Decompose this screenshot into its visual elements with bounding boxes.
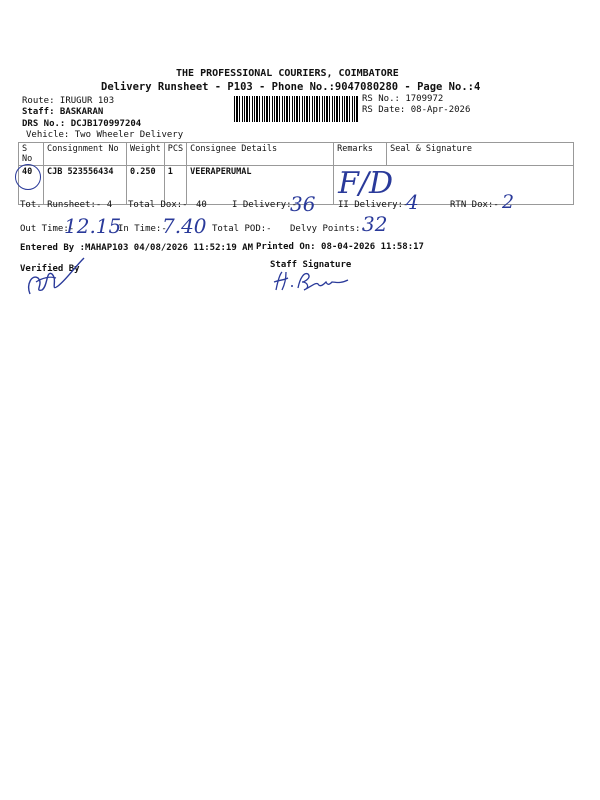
barcode <box>234 96 358 122</box>
in-time-label: In Time:- <box>118 224 167 234</box>
table-header-row <box>19 143 574 166</box>
route-label: Route: IRUGUR 103 <box>22 96 115 106</box>
header-consignment: Consignment No <box>44 143 127 166</box>
header-consignee: Consignee Details <box>187 143 334 166</box>
header-weight: Weight <box>127 143 165 166</box>
total-dox-label: Total Dox:- <box>128 200 188 210</box>
header-pcs: PCS <box>164 143 186 166</box>
verified-by-label: Verified By <box>20 264 80 274</box>
i-delivery-value: 36 <box>290 192 316 216</box>
ii-delivery-value: 4 <box>406 190 419 214</box>
rs-number: RS No.: 1709972 <box>362 94 444 104</box>
cell-seal <box>334 166 574 205</box>
cell-sno: 40 <box>19 166 44 205</box>
header-remarks: Remarks <box>334 143 387 166</box>
out-time-value: 12.15 <box>64 214 122 238</box>
rs-date: RS Date: 08-Apr-2026 <box>362 105 471 115</box>
delvy-points-value: 32 <box>362 212 388 236</box>
i-delivery-label: I Delivery:- <box>232 200 298 210</box>
total-pod-label: Total POD:- <box>212 224 272 234</box>
vehicle-label: Vehicle: Two Wheeler Delivery <box>26 130 184 140</box>
handwritten-fd: F/D <box>338 166 394 201</box>
delvy-points-label: Delvy Points:- <box>290 224 366 234</box>
ii-delivery-label: II Delivery:- <box>338 200 409 210</box>
drs-number: DRS No.: DCJB170997204 <box>22 119 142 129</box>
staff-signature-label: Staff Signature <box>270 260 352 270</box>
printed-on: Printed On: 08-04-2026 11:58:17 <box>256 242 424 252</box>
cell-consignee: VEERAPERUMAL <box>187 166 334 205</box>
entered-by: Entered By :MAHAP103 04/08/2026 11:52:19 AM <box>20 243 253 253</box>
verifier-signature <box>22 256 92 298</box>
staff-signature <box>270 268 354 294</box>
tot-runsheet: Tot. Runsheet:- 4 <box>20 200 113 210</box>
header-seal: Seal & Signature <box>387 143 574 166</box>
rtn-dox-value: 2 <box>502 191 515 213</box>
cell-consignment: CJB 523556434 <box>44 166 127 205</box>
cell-weight: 0.250 <box>127 166 165 205</box>
staff-label: Staff: BASKARAN <box>22 107 104 117</box>
circle-mark <box>15 164 41 190</box>
cell-pcs: 1 <box>164 166 186 205</box>
rtn-dox-label: RTN Dox:- <box>450 200 499 210</box>
runsheet-subtitle: Delivery Runsheet - P103 - Phone No.:9047080280 - Page No.:4 <box>101 81 481 93</box>
total-dox-value: 40 <box>196 200 207 210</box>
in-time-value: 7.40 <box>162 214 207 238</box>
company-title: THE PROFESSIONAL COURIERS, COIMBATORE <box>176 68 399 79</box>
out-time-label: Out Time:- <box>20 224 75 234</box>
header-sno: S No <box>19 143 44 166</box>
